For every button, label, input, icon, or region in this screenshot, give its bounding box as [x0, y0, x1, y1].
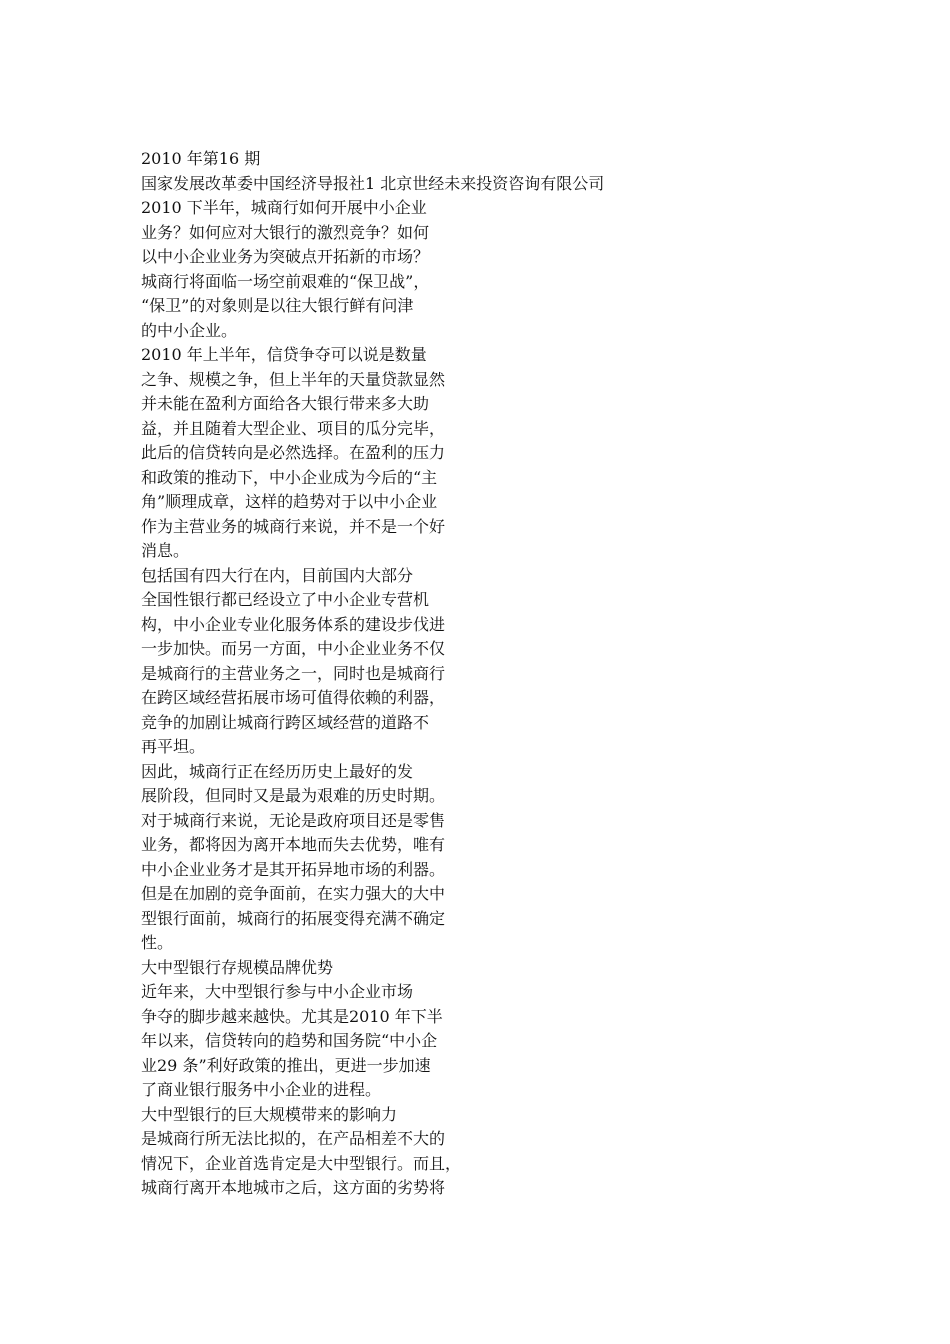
text-line: 是城商行所无法比拟的，在产品相差不大的	[141, 1129, 446, 1148]
article-text	[141, 147, 921, 1201]
text-line: 一步加快。而另一方面，中小企业业务不仅	[141, 639, 446, 658]
text-line: 展阶段，但同时又是最为艰难的历史时期。	[141, 786, 446, 805]
text-line: 全国性银行都已经设立了中小企业专营机	[141, 590, 430, 609]
text-line: 因此，城商行正在经历历史上最好的发	[141, 761, 414, 781]
text-line: 作为主营业务的城商行来说，并不是一个好	[141, 516, 446, 536]
text-line: 构，中小企业专业化服务体系的建设步伐进	[141, 614, 446, 634]
text-line: 并未能在盈利方面给各大银行带来多大助	[141, 394, 430, 413]
text-line: 城商行将面临一场空前艰难的“保卫战”，	[141, 271, 430, 291]
text-line: 中小企业业务才是其开拓异地市场的利器。	[141, 859, 446, 879]
text-line: 此后的信贷转向是必然选择。在盈利的压力	[141, 443, 446, 462]
text-line: 竞争的加剧让城商行跨区域经营的道路不	[141, 712, 430, 732]
text-line: 业务？如何应对大银行的激烈竞争？如何	[141, 222, 430, 242]
text-line: “保卫”的对象则是以往大银行鲜有问津	[141, 296, 414, 315]
text-line: 争夺的脚步越来越快。尤其是2010 年下半	[141, 1006, 443, 1026]
text-line: 情况下，企业首选肯定是大中型银行。而且，	[141, 1153, 462, 1173]
text-line: 以中小企业业务为突破点开拓新的市场？	[141, 247, 430, 266]
text-line: 但是在加剧的竞争面前，在实力强大的大中	[141, 884, 446, 903]
text-line: 益，并且随着大型企业、项目的瓜分完毕，	[141, 418, 446, 438]
text-line: 对于城商行来说，无论是政府项目还是零售	[141, 810, 446, 830]
text-line: 角”顺理成章，这样的趋势对于以中小企业	[141, 492, 438, 511]
text-line: 业务，都将因为离开本地而失去优势，唯有	[141, 835, 446, 854]
issue-line: 2010 年第16 期	[141, 149, 261, 168]
text-line: 城商行离开本地城市之后，这方面的劣势将	[141, 1178, 446, 1197]
text-line: 业29 条”利好政策的推出，更进一步加速	[141, 1055, 431, 1075]
text-line: 是城商行的主营业务之一，同时也是城商行	[141, 663, 446, 683]
text-line: 2010 下半年，城商行如何开展中小企业	[141, 198, 427, 217]
text-line: 再平坦。	[141, 737, 206, 756]
text-line: 的中小企业。	[141, 320, 238, 340]
text-line: 性。	[141, 933, 174, 952]
text-line: 和政策的推动下，中小企业成为今后的“主	[141, 467, 438, 487]
text-line: 在跨区域经营拓展市场可值得依赖的利器，	[141, 688, 446, 707]
text-line: 近年来，大中型银行参与中小企业市场	[141, 982, 414, 1001]
text-line: 包括国有四大行在内，目前国内大部分	[141, 565, 414, 585]
text-line: 年以来，信贷转向的趋势和国务院“中小企	[141, 1031, 438, 1050]
text-line: 型银行面前，城商行的拓展变得充满不确定	[141, 908, 446, 928]
text-line: 了商业银行服务中小企业的进程。	[141, 1080, 382, 1099]
text-line: 2010 年上半年，信贷争夺可以说是数量	[141, 345, 427, 364]
section-heading: 大中型银行存规模品牌优势	[141, 957, 334, 977]
text-line: 消息。	[141, 541, 190, 560]
text-line: 大中型银行的巨大规模带来的影响力	[141, 1104, 398, 1124]
text-line: 之争、规模之争，但上半年的天量贷款显然	[141, 369, 446, 389]
publisher-line: 国家发展改革委中国经济导报社1 北京世经未来投资咨询有限公司	[141, 173, 605, 193]
